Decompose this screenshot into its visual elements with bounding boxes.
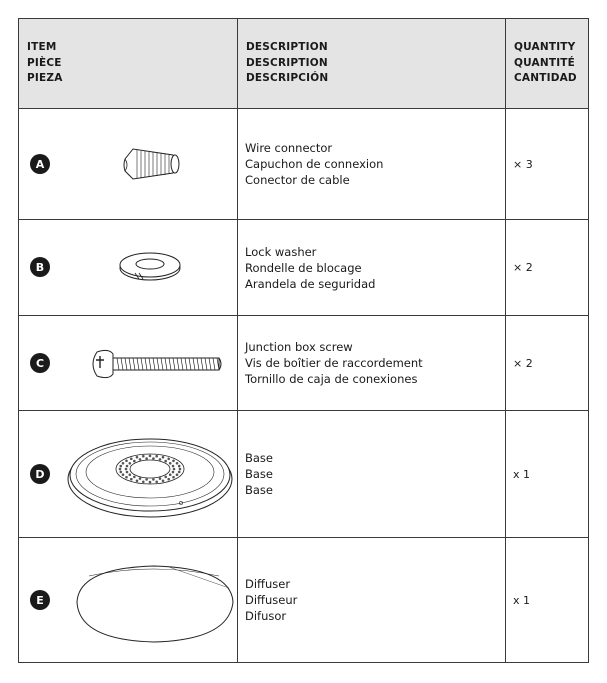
description-en: Lock washer — [245, 244, 317, 259]
item-cell — [19, 538, 238, 663]
header-quantity-es: CANTIDAD — [514, 72, 577, 85]
item-cell — [19, 411, 238, 538]
item-letter-badge: A — [30, 154, 50, 174]
description-es: Conector de cable — [245, 173, 350, 187]
table-row — [19, 109, 589, 220]
description-es: Base — [245, 483, 274, 497]
diffuser-icon — [69, 556, 239, 646]
junction-box-screw-icon — [87, 346, 227, 382]
base-icon — [65, 427, 235, 523]
quantity-value: × 2 — [513, 261, 533, 274]
description-en: Diffuser — [245, 577, 291, 591]
table-row — [19, 220, 589, 316]
description-cell — [238, 109, 506, 220]
item-letter-badge: B — [30, 257, 50, 277]
quantity-value: x 1 — [513, 593, 531, 607]
description-en: Wire connector — [245, 141, 333, 155]
quantity-cell — [506, 411, 589, 538]
item-cell — [19, 109, 238, 220]
description-fr: Vis de boîtier de raccordement — [245, 356, 423, 370]
lock-washer-icon — [115, 248, 185, 284]
item-cell — [19, 220, 238, 316]
description-cell — [238, 316, 506, 411]
header-description — [238, 19, 506, 109]
wire-connector-icon — [119, 145, 189, 185]
description-en: Junction box screw — [245, 340, 353, 354]
item-letter-badge: E — [30, 590, 50, 610]
description-fr: Capuchon de connexion — [245, 157, 384, 171]
description-cell — [238, 411, 506, 538]
header-description-es: DESCRIPCIÓN — [246, 72, 329, 85]
description-es: Arandela de seguridad — [245, 276, 376, 291]
header-quantity-en: QUANTITY — [514, 41, 576, 54]
description-fr: Diffuseur — [245, 593, 298, 607]
description-es: Tornillo de caja de conexiones — [245, 372, 418, 386]
header-quantity-fr: QUANTITÉ — [514, 56, 576, 69]
quantity-cell — [506, 109, 589, 220]
table-row — [19, 538, 589, 663]
description-fr: Rondelle de blocage — [245, 260, 362, 275]
description-cell — [238, 538, 506, 663]
quantity-cell — [506, 316, 589, 411]
table-row — [19, 316, 589, 411]
item-letter-badge: C — [30, 353, 50, 373]
quantity-value: x 1 — [513, 467, 531, 481]
header-item — [19, 19, 238, 109]
parts-table — [18, 18, 589, 663]
header-item-en: ITEM — [27, 41, 57, 54]
header-item-es: PIEZA — [27, 72, 63, 85]
table-header-row — [19, 19, 589, 109]
item-cell — [19, 316, 238, 411]
description-en: Base — [245, 451, 274, 465]
header-quantity — [506, 19, 589, 109]
header-item-fr: PIÈCE — [27, 56, 62, 69]
header-description-fr: DESCRIPTION — [246, 56, 328, 69]
description-es: Difusor — [245, 609, 287, 623]
item-letter-badge: D — [30, 464, 50, 484]
quantity-value: × 3 — [513, 157, 533, 171]
description-fr: Base — [245, 467, 274, 481]
description-cell — [238, 220, 506, 316]
quantity-value: × 2 — [513, 356, 533, 370]
quantity-cell — [506, 538, 589, 663]
table-row — [19, 411, 589, 538]
quantity-cell — [506, 220, 589, 316]
header-description-en: DESCRIPTION — [246, 41, 328, 54]
